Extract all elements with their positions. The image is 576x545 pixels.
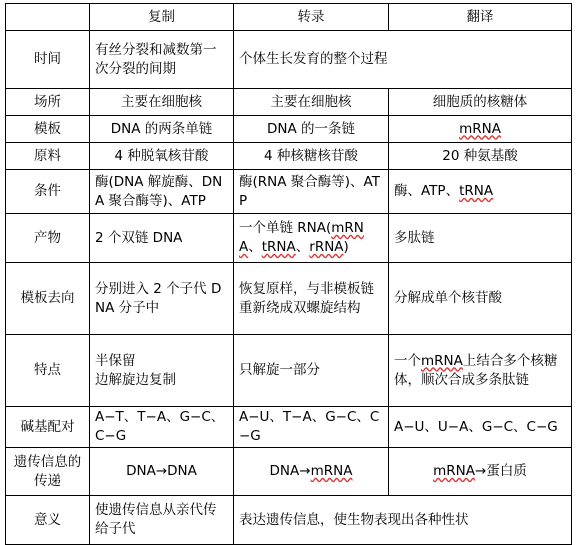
row-product [6, 214, 572, 263]
row-label-time: 时间 [6, 31, 90, 89]
cell-material-transcription: 4 种核糖核苷酸 [234, 143, 389, 170]
cell-feature-transcription: 只解旋一部分 [234, 335, 389, 407]
row-info-flow [6, 448, 572, 496]
row-template-fate [6, 263, 572, 335]
cell-condition-replication: 酶(DNA 解旋酶、DNA 聚合酶等)、ATP [90, 170, 234, 214]
feature-replication-line1: 半保留 [95, 352, 136, 369]
row-label-template-fate: 模板去向 [6, 263, 90, 335]
row-label-info-flow: 遗传信息的传递 [6, 448, 90, 496]
mrna-term: mRNA [310, 463, 353, 479]
cell-material-translation: 20 种氨基酸 [389, 143, 572, 170]
cell-template-fate-translation: 分解成单个核苷酸 [389, 263, 572, 335]
product-transcription-suffix: ) [343, 239, 349, 255]
cell-base-pairing-transcription: A−U、T−A、G−C、C−G [234, 407, 389, 448]
cell-place-translation: 细胞质的核糖体 [389, 89, 572, 116]
cell-template-fate-transcription: 恢复原样，与非模板链重新绕成双螺旋结构 [234, 263, 389, 335]
row-template [6, 116, 572, 143]
cell-significance-replication: 使遗传信息从亲代传给子代 [90, 496, 234, 545]
cell-product-translation: 多肽链 [389, 214, 572, 263]
cell-feature-replication [90, 335, 234, 407]
cell-time-replication: 有丝分裂和减数第一次分裂的间期 [90, 31, 234, 89]
info-flow-transcription-prefix: DNA→ [269, 463, 311, 479]
row-label-base-pairing: 碱基配对 [6, 407, 90, 448]
rrna-term: rRNA [309, 239, 344, 255]
feature-replication-line2: 边解旋边复制 [95, 371, 176, 388]
cell-time-transcription-translation: 个体生长发育的整个过程 [234, 31, 572, 89]
cell-info-flow-replication: DNA→DNA [90, 448, 234, 496]
feature-translation-prefix: 一个 [394, 352, 421, 369]
cell-place-replication: 主要在细胞核 [90, 89, 234, 116]
cell-place-transcription: 主要在细胞核 [234, 89, 389, 116]
row-base-pairing [6, 407, 572, 448]
info-flow-translation-suffix: →蛋白质 [475, 463, 527, 479]
cell-significance-transcription-translation: 表达遗传信息，使生物表现出各种性状 [234, 496, 572, 545]
row-label-template: 模板 [6, 116, 90, 143]
cell-product-replication: 2 个双链 DNA [90, 214, 234, 263]
cell-template-translation [389, 116, 572, 143]
separator: 、 [248, 239, 262, 255]
row-label-place: 场所 [6, 89, 90, 116]
header-replication: 复制 [90, 4, 234, 31]
cell-template-fate-replication: 分别进入 2 个子代 DNA 分子中 [90, 263, 234, 335]
condition-translation-prefix: 酶、ATP、 [394, 183, 460, 199]
row-condition [6, 170, 572, 214]
cell-template-transcription: DNA 的一条链 [234, 116, 389, 143]
row-label-condition: 条件 [6, 170, 90, 214]
cell-condition-translation [389, 170, 572, 214]
cell-info-flow-translation [389, 448, 572, 496]
separator: 、 [295, 239, 310, 255]
row-material [6, 143, 572, 170]
cell-product-transcription [234, 214, 389, 263]
mrna-term: mRNA [459, 120, 501, 137]
mrna-term: mRNA [421, 352, 463, 369]
trna-term: tRNA [261, 239, 296, 255]
cell-feature-translation [389, 335, 572, 407]
trna-term: tRNA [459, 183, 494, 199]
cell-base-pairing-translation: A−U、U−A、G−C、C−G [389, 407, 572, 448]
corner-cell [6, 4, 90, 31]
cell-material-replication: 4 种脱氧核苷酸 [90, 143, 234, 170]
row-feature [6, 335, 572, 407]
row-label-significance: 意义 [6, 496, 90, 545]
comparison-table [5, 3, 572, 545]
mrna-term: mRNA [239, 220, 364, 255]
feature-translation-suffix: 上结合多个核糖体，顺次合成多条肽链 [394, 352, 558, 388]
header-row [6, 4, 572, 31]
row-label-material: 原料 [6, 143, 90, 170]
header-transcription: 转录 [234, 4, 389, 31]
cell-condition-transcription: 酶(RNA 聚合酶等)、ATP [234, 170, 389, 214]
product-transcription-prefix: 一个单链 RNA( [239, 220, 332, 236]
cell-base-pairing-replication: A−T、T−A、G−C、C−G [90, 407, 234, 448]
row-time [6, 31, 572, 89]
cell-info-flow-transcription [234, 448, 389, 496]
row-place [6, 89, 572, 116]
row-label-product: 产物 [6, 214, 90, 263]
header-translation: 翻译 [389, 4, 572, 31]
mrna-term: mRNA [433, 463, 476, 479]
row-label-feature: 特点 [6, 335, 90, 407]
cell-template-replication: DNA 的两条单链 [90, 116, 234, 143]
row-significance [6, 496, 572, 545]
